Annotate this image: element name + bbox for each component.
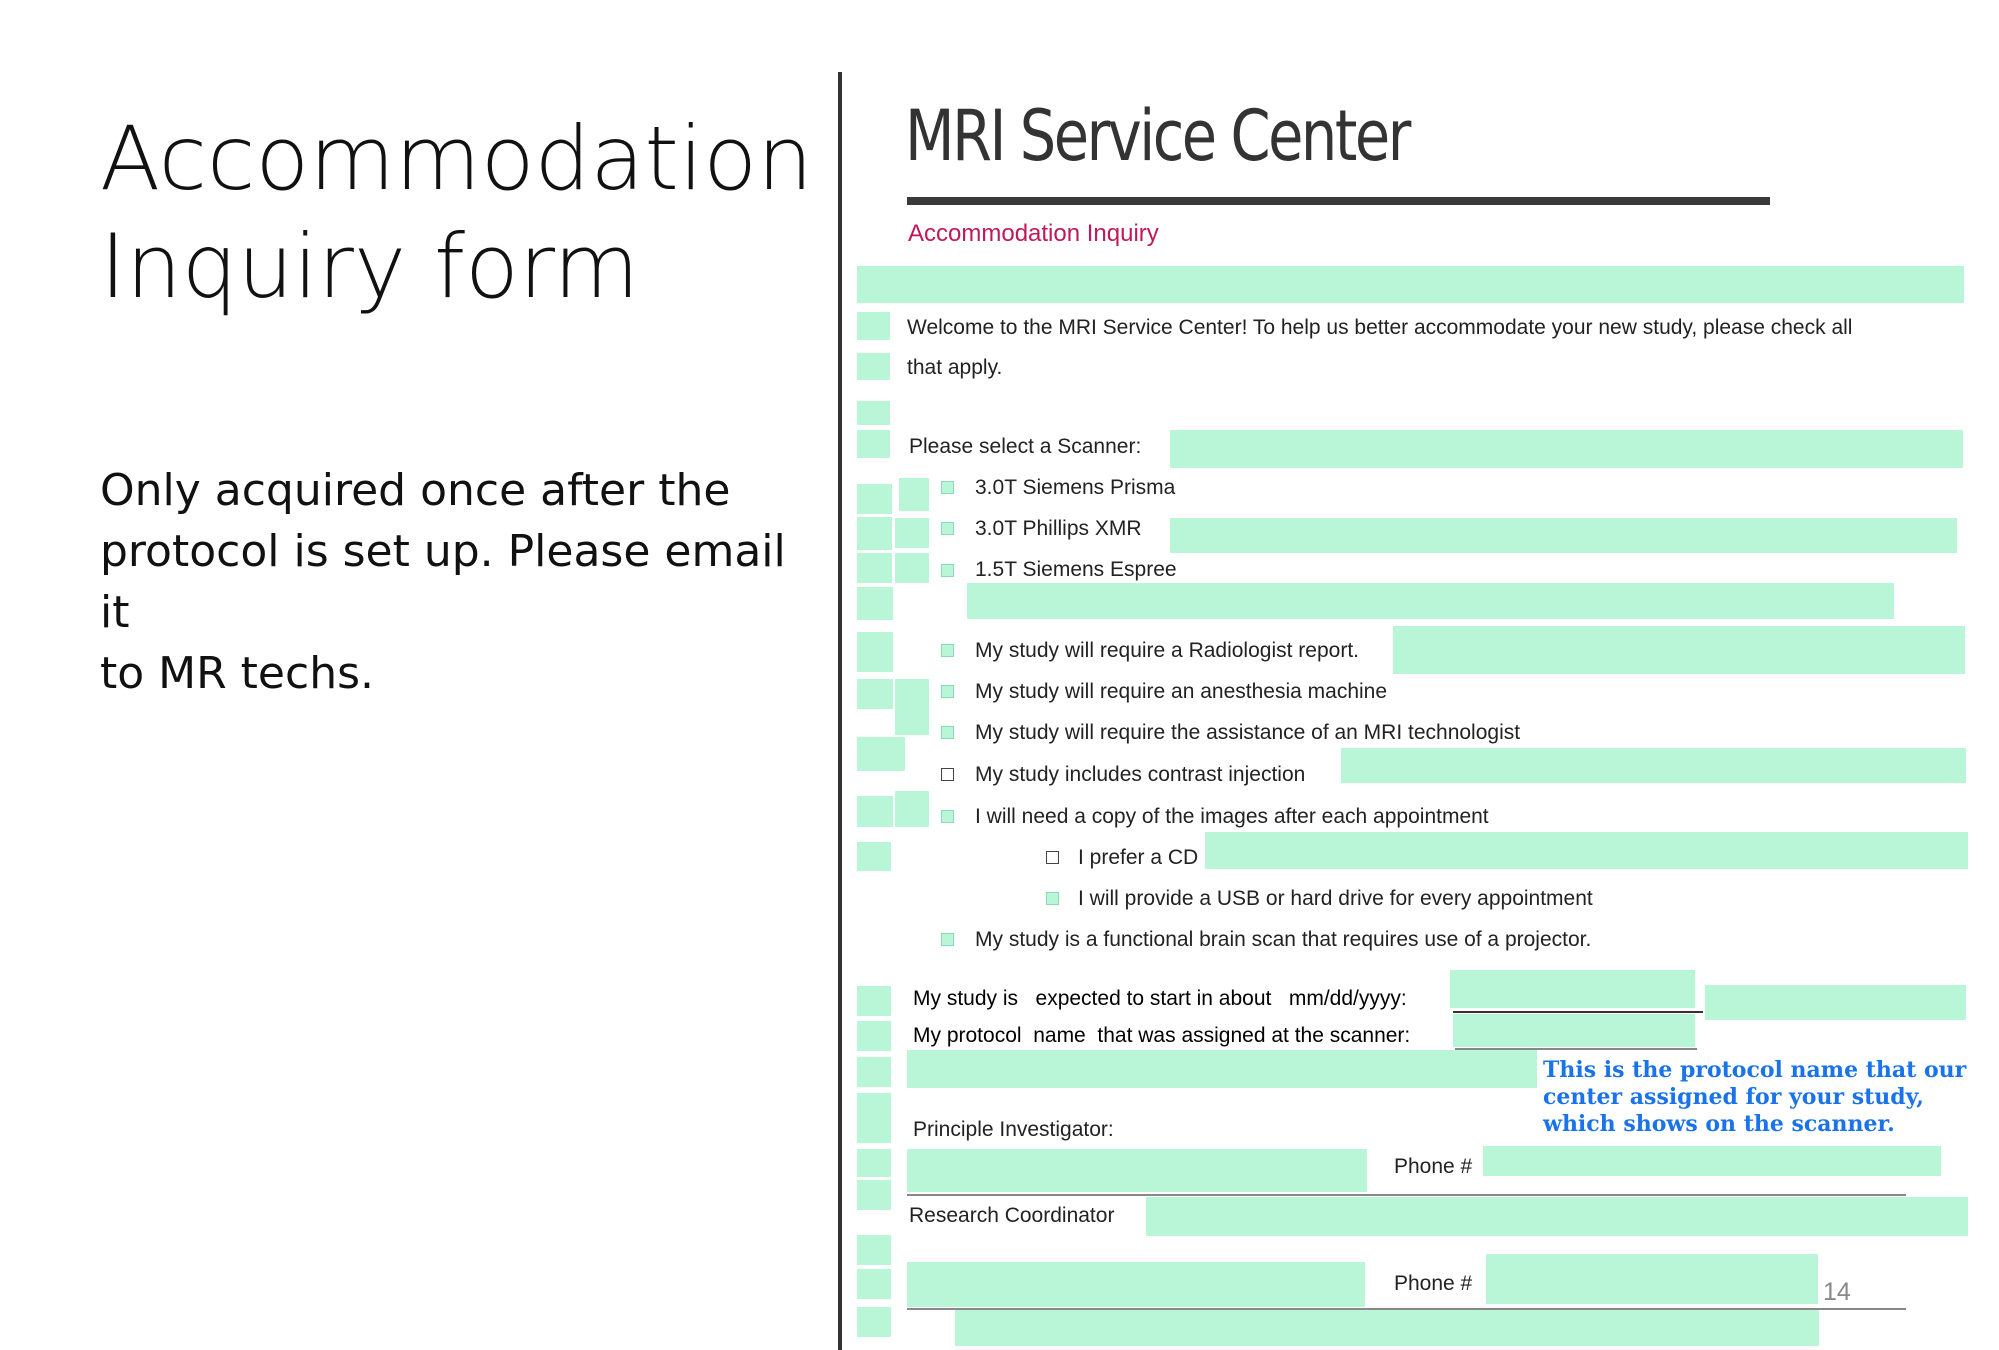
highlight-block	[857, 1307, 891, 1337]
slide-note-line-2: protocol is set up. Please email it	[100, 526, 786, 638]
highlight-block	[907, 1262, 1365, 1307]
highlight-block	[857, 1115, 891, 1143]
highlight-block	[857, 737, 905, 771]
scanner-xmr-label: 3.0T Phillips XMR	[975, 517, 1142, 540]
image-copy-checkbox[interactable]	[941, 810, 954, 823]
welcome-text-line-1: Welcome to the MRI Service Center! To help us better accommodate your new study, please check all	[907, 316, 1853, 339]
anesthesia-checkbox[interactable]	[941, 685, 954, 698]
highlight-block	[857, 1180, 891, 1210]
start-date-label: My study is expected to start in about mm/dd/yyyy:	[913, 987, 1407, 1010]
scanner-prisma-checkbox[interactable]	[941, 481, 954, 494]
scanner-espree-label: 1.5T Siemens Espree	[975, 558, 1177, 581]
highlight-block	[895, 553, 929, 583]
highlight-block	[1170, 430, 1963, 468]
highlight-block	[857, 587, 893, 620]
highlight-block	[857, 517, 892, 550]
highlight-block	[857, 1021, 891, 1051]
title-rule	[907, 197, 1770, 205]
slide-title-line-1: Accommodation	[100, 107, 813, 210]
highlight-block	[967, 583, 1894, 619]
highlight-block	[895, 679, 929, 735]
rc-phone-label: Phone #	[1394, 1272, 1473, 1295]
projector-label: My study is a functional brain scan that requires use of a projector.	[975, 928, 1592, 951]
highlight-block	[895, 518, 929, 548]
cd-checkbox[interactable]	[1046, 851, 1059, 864]
scanner-prisma-label: 3.0T Siemens Prisma	[975, 476, 1176, 499]
welcome-text-line-2: that apply.	[907, 356, 1003, 379]
slide-note-line-3: to MR techs.	[100, 648, 374, 699]
highlight-block	[857, 986, 891, 1016]
highlight-block	[1453, 1014, 1695, 1047]
scanner-espree-checkbox[interactable]	[941, 564, 954, 577]
cd-label: I prefer a CD	[1078, 846, 1199, 869]
vertical-divider	[838, 72, 842, 1350]
protocol-field[interactable]	[1455, 1048, 1697, 1050]
highlight-block	[857, 484, 892, 514]
highlight-block	[857, 401, 890, 425]
highlight-block	[857, 1149, 891, 1177]
highlight-block	[1170, 518, 1957, 553]
contrast-checkbox[interactable]	[941, 768, 954, 781]
highlight-block	[857, 553, 892, 583]
projector-checkbox[interactable]	[941, 933, 954, 946]
slide-title-line-2: Inquiry form	[100, 215, 640, 318]
usb-label: I will provide a USB or hard drive for every appointment	[1078, 887, 1593, 910]
radiologist-report-label: My study will require a Radiologist report.	[975, 639, 1359, 662]
highlight-block	[899, 478, 929, 511]
rc-label: Research Coordinator	[909, 1204, 1115, 1227]
highlight-block	[857, 266, 1964, 303]
highlight-block	[857, 632, 893, 672]
highlight-block	[1393, 626, 1965, 674]
highlight-block	[955, 1310, 1819, 1346]
start-date-field[interactable]	[1453, 1011, 1703, 1013]
scanner-label: Please select a Scanner:	[909, 435, 1142, 458]
highlight-block	[857, 796, 893, 827]
highlight-block	[857, 679, 893, 709]
highlight-block	[857, 1269, 891, 1299]
technologist-label: My study will require the assistance of an MRI technologist	[975, 721, 1521, 744]
slide-note-line-1: Only acquired once after the	[100, 465, 731, 516]
highlight-block	[857, 430, 890, 458]
scanner-xmr-checkbox[interactable]	[941, 522, 954, 535]
usb-checkbox[interactable]	[1046, 892, 1059, 905]
page-number: 14	[1823, 1278, 1851, 1306]
highlight-block	[857, 312, 890, 340]
pi-field-line[interactable]	[907, 1194, 1906, 1196]
anesthesia-label: My study will require an anesthesia machine	[975, 680, 1388, 703]
highlight-block	[857, 353, 890, 380]
highlight-block	[1146, 1197, 1968, 1236]
highlight-block	[857, 1235, 891, 1265]
image-copy-label: I will need a copy of the images after each appointment	[975, 805, 1489, 828]
highlight-block	[1486, 1254, 1818, 1304]
highlight-block	[907, 1149, 1367, 1192]
rc-field-line[interactable]	[907, 1308, 1906, 1310]
technologist-checkbox[interactable]	[941, 726, 954, 739]
highlight-block	[1205, 832, 1968, 869]
highlight-block	[1705, 985, 1966, 1020]
highlight-block	[1450, 970, 1695, 1008]
pi-label: Principle Investigator:	[913, 1118, 1114, 1141]
highlight-block	[1483, 1146, 1941, 1176]
slide-note	[100, 460, 800, 704]
highlight-block	[857, 1057, 891, 1087]
protocol-callout: This is the protocol name that our center assigned for your study, which shows on the scanner.	[1543, 1057, 1967, 1137]
highlight-block	[895, 791, 929, 827]
contrast-label: My study includes contrast injection	[975, 763, 1306, 786]
form-subtitle: Accommodation Inquiry	[908, 220, 1159, 247]
slide-title	[100, 105, 813, 321]
form-title: MRI Service Center	[905, 95, 1409, 177]
protocol-label: My protocol name that was assigned at the scanner:	[913, 1024, 1411, 1047]
highlight-block	[1341, 748, 1966, 783]
radiologist-report-checkbox[interactable]	[941, 644, 954, 657]
highlight-block	[907, 1050, 1537, 1088]
pi-phone-label: Phone #	[1394, 1155, 1473, 1178]
highlight-block	[857, 842, 891, 871]
